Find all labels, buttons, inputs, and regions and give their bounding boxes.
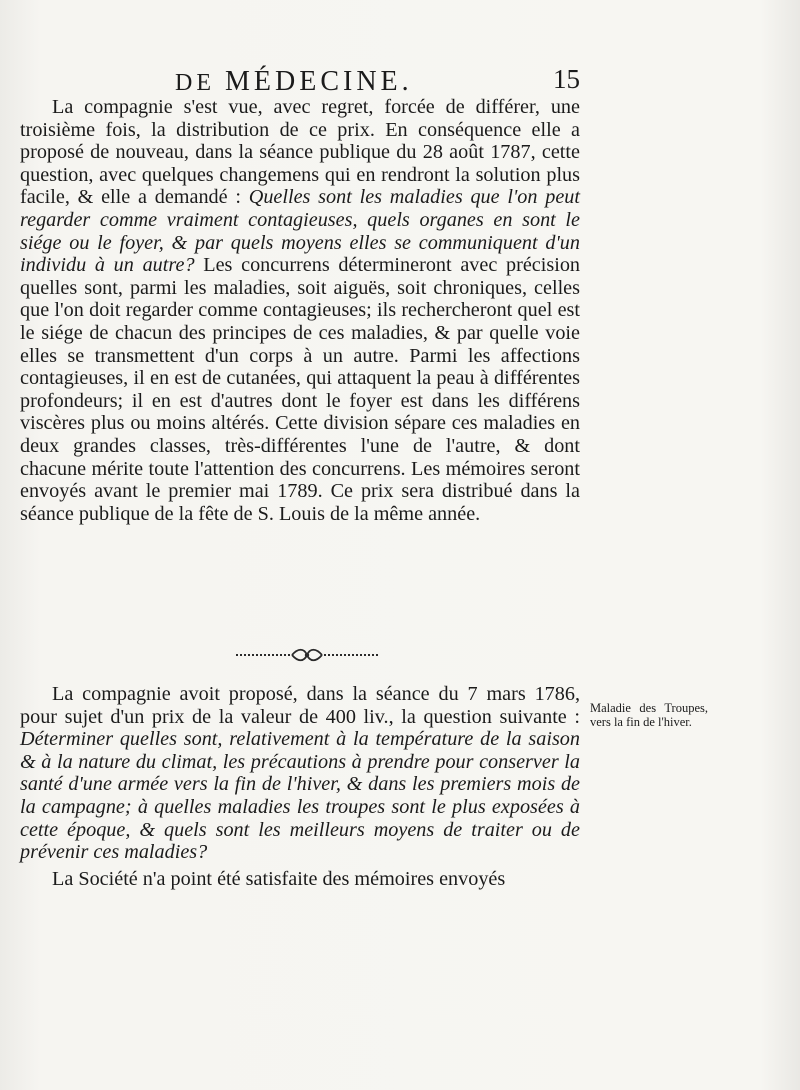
section-contagious-diseases — [20, 96, 580, 525]
page-number: 15 — [553, 64, 580, 94]
margin-note: Maladie des Troupes, vers la fin de l'hiver. — [590, 701, 708, 729]
paragraph — [20, 683, 580, 864]
body-text: Les concurrens détermineront avec précision quelles sont, parmi les maladies, soit aiguës, soit chroniques, celles que l'on doit regarder comme contagieuses; ils rechercheront quel est le siége de chacun des principes de ces maladies, & par quelle voie elles se transmettent d'un corps à un autre. Parmi les affections contagieuses, il en est de cutanées, qui attaquent la peau à différentes profondeurs; il en est d'autres dont le foyer est dans les différens viscères plus ou moins altérés. Cette division sépare ces maladies en deux grandes classes, très-différentes l'une de l'autre, & dont chacune mérite toute l'attention des concurrens. Les mémoires seront envoyés avant le premier mai 1789. Ce prix sera distribué dans la séance publique de la fête de S. Louis de la même année. — [20, 254, 581, 525]
body-text: La compagnie s'est vue, avec regret, forcée de différer, une troisième fois, la distribution de ce prix. En conséquence elle a proposé de nouveau, dans la séance publique du 28 août 1787, cette question, avec quelques changemens qui en rendront la solution plus facile, & elle a demandé : — [20, 96, 580, 209]
paragraph — [20, 96, 580, 525]
section-troops-disease — [20, 683, 580, 890]
page-header — [0, 60, 600, 100]
running-head — [175, 66, 413, 98]
paragraph — [20, 868, 580, 891]
running-head-title: MÉDECINE. — [225, 66, 413, 97]
ornament-divider — [232, 647, 382, 663]
body-text: La compagnie avoit proposé, dans la séance du 7 mars 1786, pour sujet d'un prix de la valeur de 400 liv., la question suivante : — [20, 683, 580, 728]
running-head-prefix: DE — [175, 70, 225, 96]
question-text: Quelles sont les maladies que l'on peut regarder comme vraiment contagieuses, quels organes en sont le siége ou le foyer, & par quels moyens elles se communiquent d'un individu à un autre? — [20, 186, 580, 277]
question-text: Déterminer quelles sont, relativement à la température de la saison & à la nature du climat, les précautions à prendre pour conserver la santé d'une armée vers la fin de l'hiver, & dans les premiers mois de la campagne; à quelles maladies les troupes sont le plus exposées à cette époque, & quels sont les meilleurs moyens de traiter ou de prévenir ces maladies? — [20, 728, 580, 864]
body-text: La Société n'a point été satisfaite des mémoires envoyés — [52, 867, 506, 890]
